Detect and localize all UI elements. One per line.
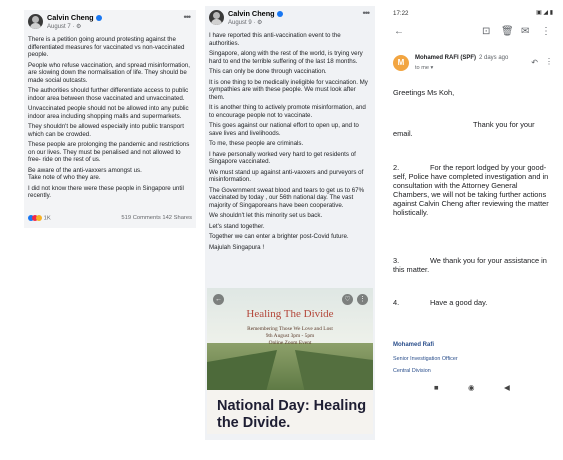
status-icons: ▣ ◢ ▮ (536, 10, 553, 16)
post-paragraph: The Government sweat blood and tears to get us to 67% vaccinated by today , our 56th national day. The vast majority of Singaporeans have been cooperative. (209, 186, 365, 209)
post-paragraph: Singapore, along with the rest of the world, is trying very hard to end the terrible suffering of the last 18 months. (209, 50, 363, 65)
more-vertical-icon[interactable]: ⋮ (541, 26, 551, 37)
avatar[interactable] (28, 14, 43, 29)
more-options-icon[interactable]: ••• (362, 8, 369, 18)
post-paragraph: Majulah Singapura ! (209, 243, 265, 251)
reply-icon[interactable]: ↶ (531, 58, 538, 67)
recents-icon[interactable]: ■ (434, 383, 439, 392)
author-name-wrap[interactable] (47, 13, 102, 22)
banner-line-2: 9th August 3pm - 5pm (265, 333, 315, 339)
post-body (205, 32, 375, 251)
post-paragraph: These people are prolonging the pandemic and restrictions on our lives. They must be penalised and not allowed to free- ride on the rest of us. (28, 141, 190, 163)
post-paragraph: It is one thing to be medically ineligible for vaccination. My sympathies are with these people. We must look after them. (209, 78, 368, 101)
back-icon[interactable]: ◀ (504, 383, 510, 392)
post-paragraph: I did not know there were these people in Singapore until recently. (28, 184, 184, 199)
back-arrow-icon[interactable]: ← (394, 26, 404, 37)
email-time: 2 days ago (479, 55, 509, 61)
heart-icon[interactable]: ♡ (342, 294, 353, 305)
post-body (24, 36, 196, 200)
post-paragraph: Let's stand together. (209, 222, 265, 230)
email-greeting: Greetings Ms Koh, (393, 88, 455, 97)
author-name-wrap[interactable] (228, 9, 283, 18)
post-paragraph: The authorities should further differentiate access to public indoor area between those vaccinated and unvaccinated. (28, 87, 189, 102)
reaction-count[interactable]: 1K (43, 215, 51, 222)
status-bar (388, 6, 558, 22)
post-paragraph: There is a petition going around protesting against the differentiated measures for vaccinated vs non-vaccinated people. (28, 36, 185, 58)
post-paragraph: Together we can enter a brighter post-Covid future. (209, 233, 349, 240)
facebook-post-august-9 (205, 6, 375, 440)
avatar[interactable] (209, 10, 224, 25)
event-banner-image (207, 288, 373, 390)
signature-division: Central Division (393, 368, 431, 374)
verified-badge-icon (96, 15, 102, 21)
email-screen (388, 6, 558, 398)
more-vertical-icon[interactable]: ⋮ (545, 57, 553, 66)
post-paragraph: Be aware of the anti-vaxxers amongst us. Take note of who they are. (28, 166, 142, 181)
banner-line-3: Online Zoom Event (268, 340, 312, 346)
post-paragraph: They shouldn't be allowed especially into public transport which can be crowded. (28, 123, 184, 138)
back-arrow-icon[interactable]: ← (215, 296, 222, 303)
post-paragraph: Unvaccinated people should not be allowed into any public indoor area including shopping malls and supermarkets. (28, 105, 189, 120)
delete-icon[interactable]: 🗑 (501, 26, 514, 37)
more-options-icon[interactable]: ••• (183, 12, 190, 22)
email-toolbar (388, 22, 558, 44)
banner-title: Healing The Divide (246, 308, 334, 320)
sender-line[interactable] (415, 55, 508, 61)
post-paragraph: I have reported this anti-vaccination event to the authorities. (209, 32, 341, 47)
banner-line-1: Remembering Those We Love and Lost (247, 326, 333, 332)
post-paragraph: This goes against our national effort to open up, and to save lives and livelihoods. (209, 122, 359, 137)
email-paragraph-1: Thank you for your email. (393, 120, 535, 138)
post-header (24, 10, 196, 36)
signature-name: Mohamed Rafi (393, 342, 435, 348)
archive-icon[interactable]: ⊡ (482, 26, 491, 37)
email-paragraph-4: 4. Have a good day. (393, 298, 488, 307)
email-paragraph-3: 3. We thank you for your assistance in this matter. (393, 256, 547, 274)
post-paragraph: People who refuse vaccination, and spread misinformation, are slowing down the normalisation of life. They should be made social outcasts. (28, 61, 190, 84)
email-paragraph-2: 2. For the report lodged by your good-self, Police have completed investigation and in consultation with the Attorney General Chambers, we will not be taking further actions against Calvin Cheng after reviewing the matter holistically. (393, 163, 549, 217)
signature-title: Senior Investigation Officer (393, 356, 458, 362)
more-vertical-icon[interactable]: ⋮ (359, 296, 366, 303)
event-headline: National Day: Healing the Divide. (217, 398, 367, 431)
home-icon[interactable]: ◉ (468, 383, 475, 392)
post-paragraph: To me, these people are criminals. (209, 140, 304, 147)
sender-avatar[interactable]: M (393, 55, 409, 71)
haha-reaction-icon (36, 215, 42, 221)
post-meta: August 9 · ⚙ (228, 20, 263, 26)
recipient-line[interactable]: to me ▾ (415, 65, 434, 71)
author-name[interactable]: Calvin Cheng (228, 9, 275, 18)
mail-icon[interactable]: ✉ (521, 26, 530, 37)
post-paragraph: We must stand up against anti-vaxxers and purveyors of misinformation. (209, 168, 364, 183)
post-meta: August 7 · ⚙ (47, 24, 82, 30)
author-name[interactable]: Calvin Cheng (47, 13, 94, 22)
post-header (205, 6, 375, 32)
post-footer (28, 215, 192, 222)
event-image-card[interactable] (207, 288, 373, 434)
post-paragraph: We shouldn't let this minority set us back. (209, 212, 323, 219)
sender-name[interactable]: Mohamed RAFI (SPF) (415, 55, 476, 61)
post-paragraph: I have personally worked very hard to get residents of Singapore vaccinated. (209, 150, 356, 165)
status-time: 17:22 (393, 10, 409, 17)
post-paragraph: This can only be done through vaccination. (209, 68, 327, 75)
post-paragraph: It is another thing to actively promote misinformation, and to encourage people not to vaccinate. (209, 104, 366, 119)
facebook-post-august-7 (24, 10, 196, 228)
android-nav-bar (388, 378, 558, 398)
comments-shares-count[interactable]: 519 Comments 142 Shares (121, 215, 192, 221)
verified-badge-icon (277, 11, 283, 17)
